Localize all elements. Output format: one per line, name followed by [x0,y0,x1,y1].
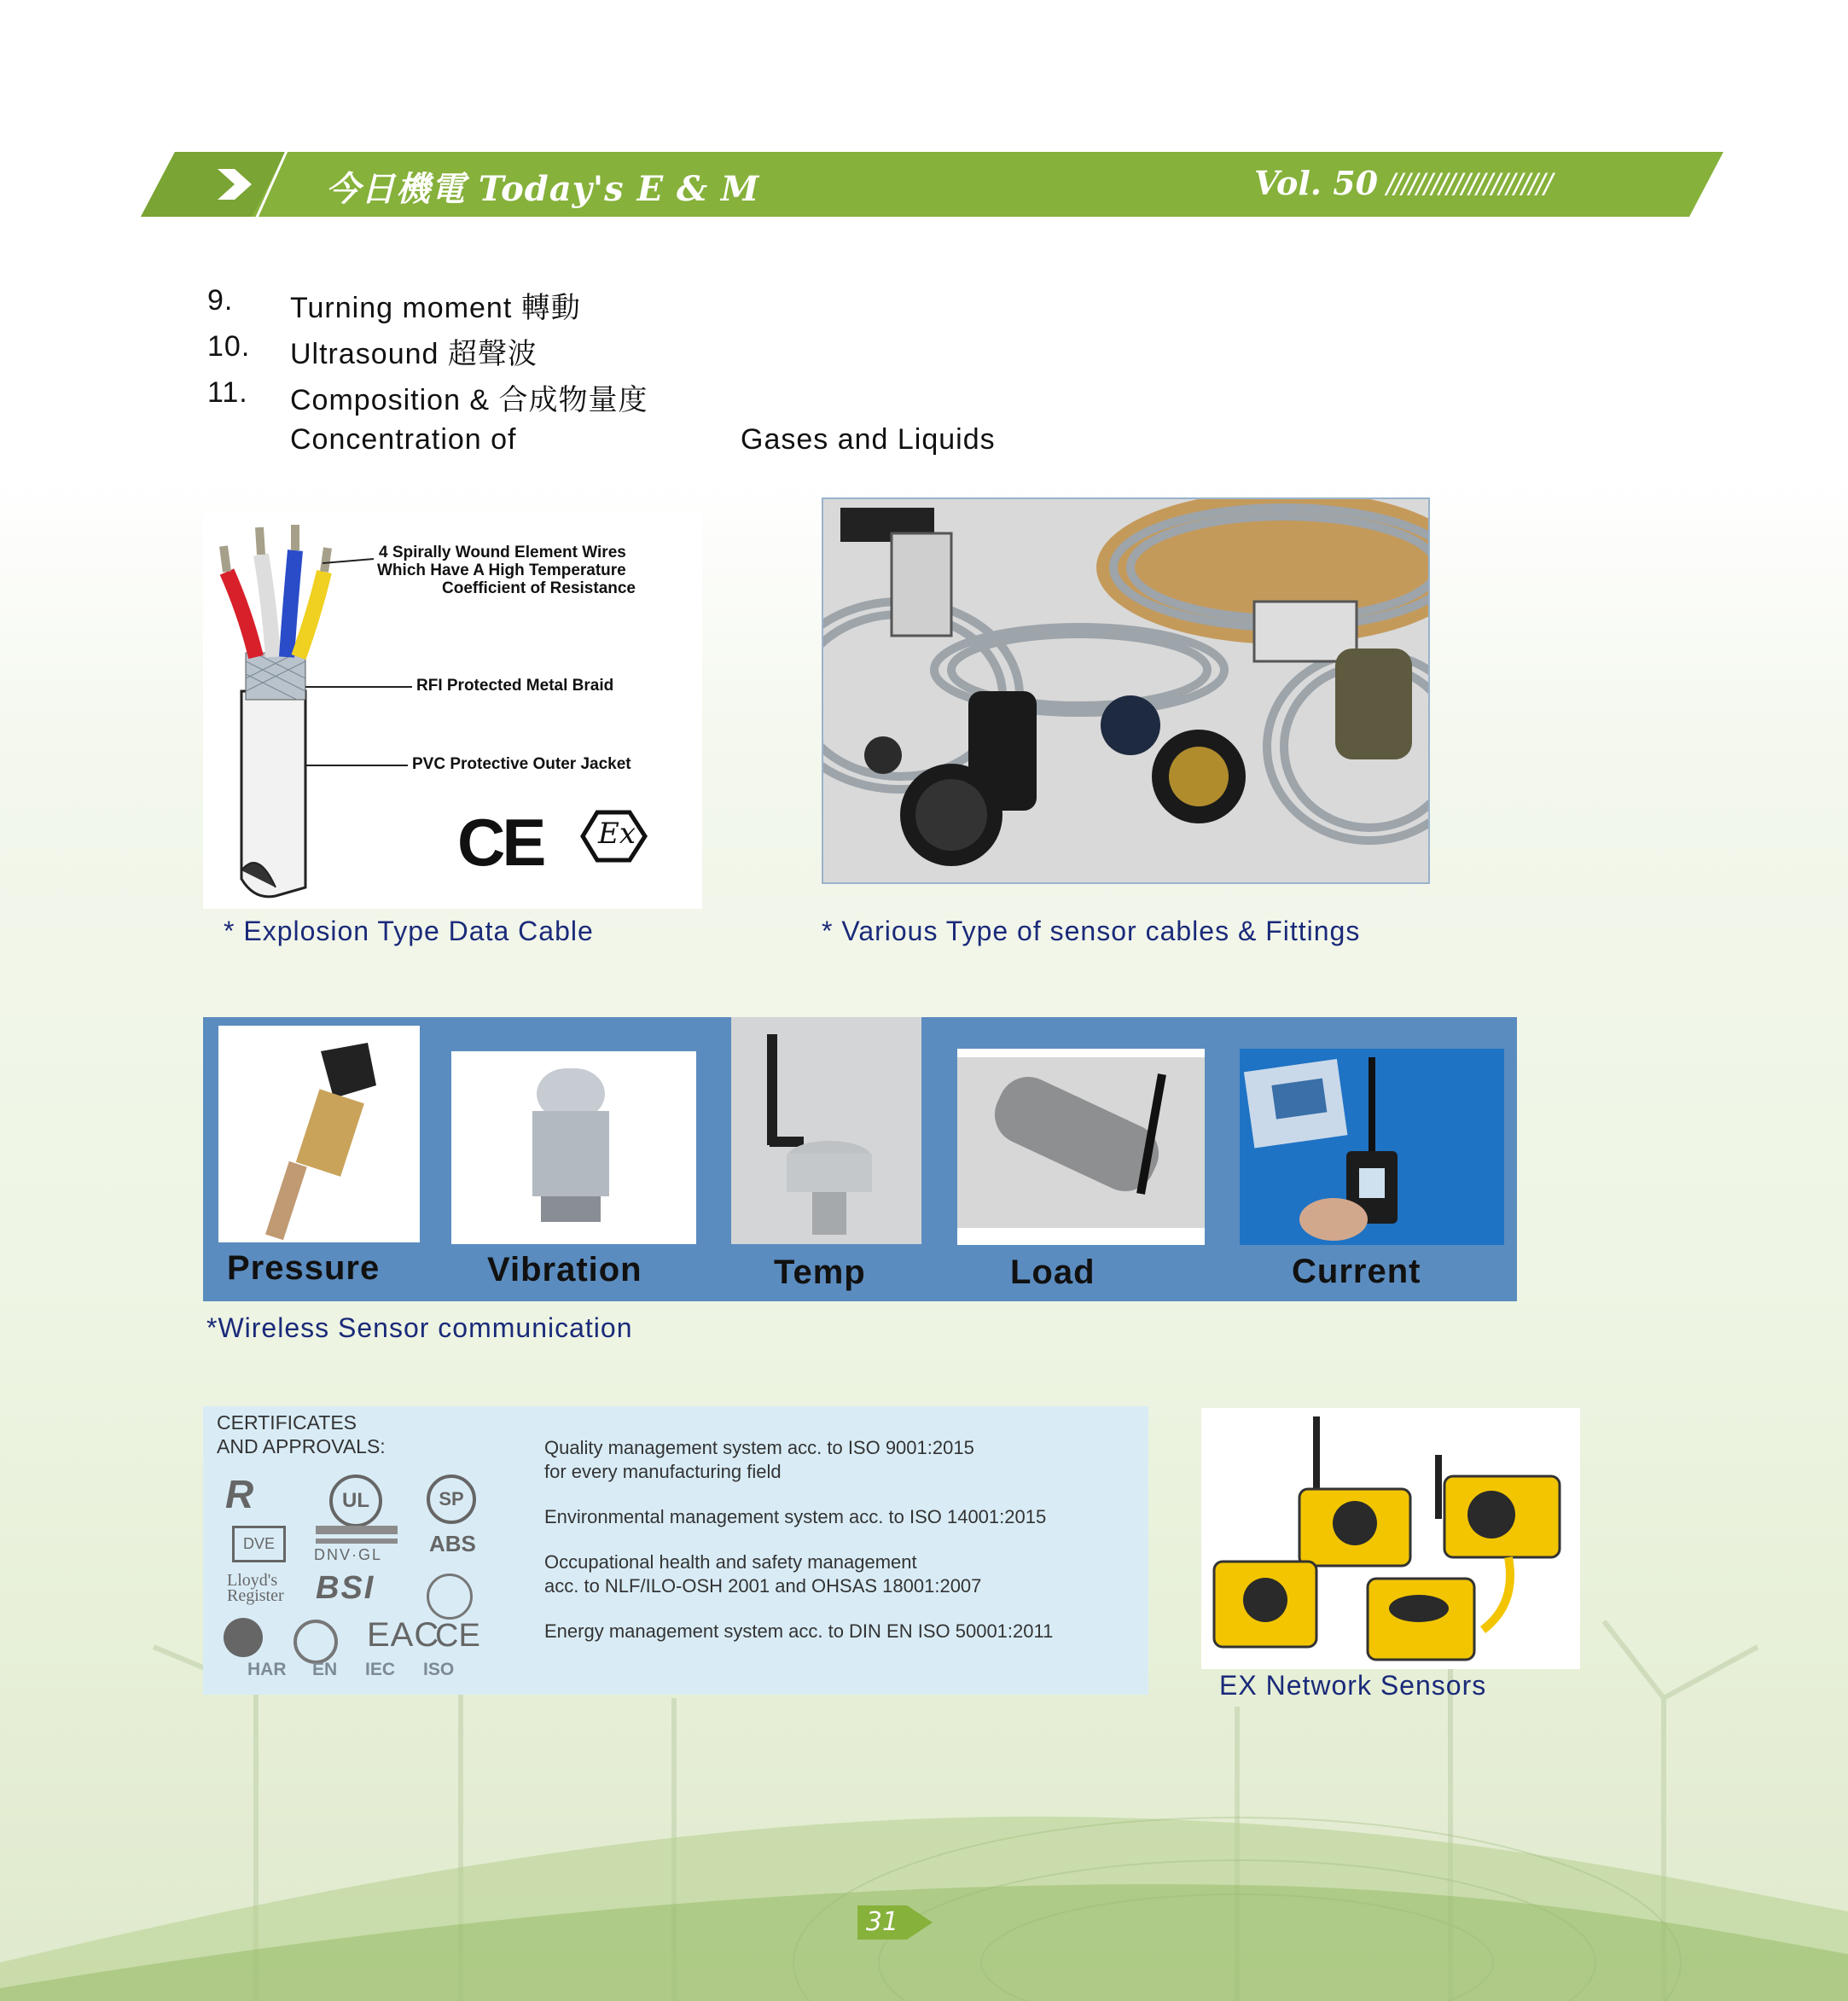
cert-line-ohs: Occupational health and safety management [544,1551,917,1573]
ru-logo: R [225,1472,254,1516]
medal-logo [293,1620,338,1664]
sensor-label-temp: Temp [774,1254,866,1291]
page-number: 31 [857,1905,907,1940]
caption-ex-network-sensors: EX Network Sensors [1219,1670,1487,1701]
caption-sensor-fittings: * Various Type of sensor cables & Fittings [822,916,1361,946]
sensor-label-load: Load [1010,1254,1095,1291]
ctp-logo [224,1618,263,1657]
sensor-cables-photo [822,497,1430,884]
page-arrow-icon [907,1905,933,1940]
cert-line-ohsas: acc. to NLF/ILO-OSH 2001 and OHSAS 18001:2007 [544,1575,982,1597]
ex-network-sensors-photo [1201,1408,1580,1669]
ex-mark: Ex [598,817,636,851]
dve-logo: DVE [232,1526,286,1562]
wires-label-line3: Coefficient of Resistance [442,579,636,597]
standard-iso: ISO [423,1660,455,1679]
eac-logo: EAC [367,1616,440,1654]
braid-label: RFI Protected Metal Braid [416,677,614,695]
certificates-heading: CERTIFICATES [217,1411,357,1434]
cert-line-iso50001: Energy management system acc. to DIN EN ISO 50001:2011 [544,1620,1054,1642]
ce-logo: CE [435,1618,480,1654]
approvals-heading: AND APPROVALS: [217,1435,386,1457]
ul-logo: UL [329,1475,382,1527]
list-number-10: 10. [207,330,251,363]
seal-logo [427,1573,473,1620]
sp-logo: SP [427,1475,476,1524]
current-sensor-image [1240,1049,1504,1245]
standard-iec: IEC [365,1660,396,1679]
temp-sensor-image [731,1017,921,1244]
pressure-sensor-image [218,1026,420,1242]
bsi-logo: BSI [316,1570,375,1606]
wires-label-line2: Which Have A High Temperature [377,561,626,579]
ce-mark: CE [457,805,543,880]
standard-en: EN [312,1660,338,1679]
vibration-sensor-image [451,1051,696,1244]
sensor-label-pressure: Pressure [227,1249,381,1287]
certificates-panel [203,1406,1148,1695]
list-item-ultrasound: Ultrasound 超聲波 [290,338,538,370]
volume-label: Vol. 50 [1254,164,1379,202]
lloyds-logo-line2: Register [227,1586,284,1605]
dnv-bar-thin [316,1539,398,1544]
cert-line-iso9001: Quality management system acc. to ISO 9001:2015 [544,1437,974,1458]
dnv-logo: DNV·GL [314,1546,383,1563]
load-sensor-image [957,1049,1205,1245]
header-slash-decor: ////////////////////// [1386,167,1552,200]
cert-line-iso14001: Environmental management system acc. to ISO 14001:2015 [544,1506,1047,1527]
cert-line-iso9001-cont: for every manufacturing field [544,1461,782,1482]
lloyds-logo [227,1573,284,1603]
jacket-label: PVC Protective Outer Jacket [412,755,631,773]
dnv-bar [316,1526,398,1534]
magazine-title: 今日機電 Today's E & M [326,169,760,209]
list-item-composition: Composition & 合成物量度 [290,384,648,416]
list-number-11: 11. [207,376,248,409]
sensor-label-vibration: Vibration [487,1251,642,1288]
sensor-label-current: Current [1292,1253,1421,1290]
abs-logo: ABS [429,1531,476,1556]
caption-explosion-cable: * Explosion Type Data Cable [224,916,594,946]
cable-diagram [203,512,702,909]
list-item-continuation-left: Concentration of [290,423,517,456]
list-item-continuation-right: Gases and Liquids [741,423,996,456]
list-item-turning-moment: Turning moment 轉動 [290,292,581,324]
caption-wireless-sensor: *Wireless Sensor communication [206,1312,633,1343]
wireless-sensor-strip [203,1017,1517,1301]
list-number-9: 9. [207,284,234,317]
standard-har: HAR [247,1660,287,1679]
lloyds-logo-line1: Lloyd's [227,1571,278,1590]
wires-label-line1: 4 Spirally Wound Element Wires [379,544,626,561]
